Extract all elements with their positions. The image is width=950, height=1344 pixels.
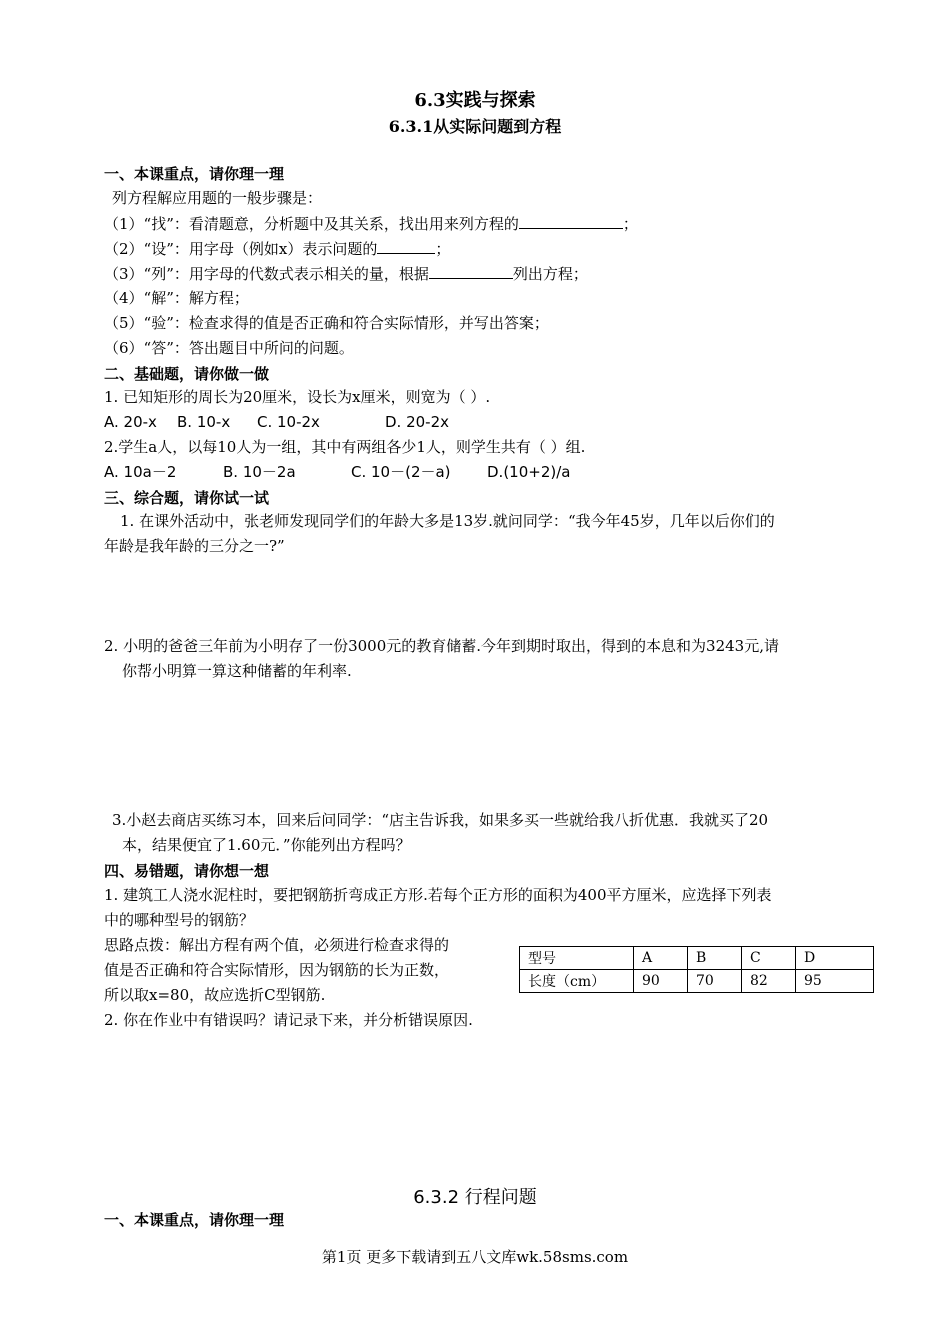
- table-row: [520, 947, 874, 970]
- step-5: （5）“验”：检查求得的值是否正确和符合实际情形，并写出答案；: [104, 314, 549, 332]
- hint-line2: 值是否正确和符合实际情形，因为钢筋的长为正数，: [104, 961, 450, 979]
- section3-heading: 三、综合题，请你试一试: [104, 489, 270, 507]
- section1-heading: 一、本课重点，请你理一理: [104, 165, 285, 183]
- step-1: [104, 213, 638, 234]
- hint-line3: 所以取x=80，故应选折C型钢筋.: [104, 986, 326, 1004]
- fill-blank[interactable]: [377, 238, 435, 254]
- section1-intro: 列方程解应用题的一般步骤是：: [112, 189, 323, 207]
- hint-line1: 思路点拨：解出方程有两个值，必须进行检查求得的: [104, 936, 450, 954]
- table-cell: 82: [742, 970, 796, 993]
- table-cell: 型号: [520, 947, 634, 970]
- step-1-text: （1）“找”：看清题意，分析题中及其关系，找出用来列方程的: [104, 215, 519, 233]
- step-2-text: （2）“设”：用字母（例如x）表示问题的: [104, 240, 378, 258]
- fill-blank[interactable]: [519, 213, 623, 229]
- step-2-end: ；: [435, 240, 451, 258]
- step-3-text: （3）“列”：用字母的代数式表示相关的量，根据: [104, 265, 429, 283]
- table-cell: C: [742, 947, 796, 970]
- basic-q1: 1. 已知矩形的周长为20厘米，设长为x厘米，则宽为（ ）.: [104, 388, 491, 406]
- table-row: [520, 970, 874, 993]
- table-cell: 70: [688, 970, 742, 993]
- comp-q2-line2: 你帮小明算一算这种储蓄的年利率.: [122, 662, 352, 680]
- comp-q2-line1: 2. 小明的爸爸三年前为小明存了一份3000元的教育储蓄.今年到期时取出，得到的本息和为3243元,请: [104, 637, 779, 655]
- basic-q2-option-d: D.(10+2)/a: [487, 463, 571, 481]
- table-cell: D: [796, 947, 874, 970]
- table-cell: B: [688, 947, 742, 970]
- basic-q2-option-c: C. 10－(2－a): [351, 463, 451, 481]
- basic-q1-option-d: D. 20-2x: [385, 413, 450, 431]
- section4-heading: 四、易错题，请你想一想: [104, 862, 270, 880]
- step-4: （4）“解”：解方程；: [104, 289, 249, 307]
- error-q1-line1: 1. 建筑工人浇水泥柱时，要把钢筋折弯成正方形.若每个正方形的面积为400平方厘米，应选择下列表: [104, 886, 772, 904]
- table-cell: 长度（cm）: [520, 970, 634, 993]
- step-2: [104, 238, 450, 259]
- basic-q2-option-a: A. 10a－2: [104, 463, 177, 481]
- basic-q1-option-a: A. 20-x: [104, 413, 157, 431]
- step-3: [104, 263, 588, 284]
- basic-q2: 2.学生a人，以每10人为一组，其中有两组各少1人，则学生共有（ ）组.: [104, 438, 586, 456]
- step-6: （6）“答”：答出题目中所问的问题。: [104, 339, 354, 357]
- error-q1-line2: 中的哪种型号的钢筋？: [104, 911, 255, 929]
- step-1-end: ；: [622, 215, 638, 233]
- page-footer: 第1页 更多下载请到五八文库wk.58sms.com: [321, 1248, 629, 1266]
- comp-q1-line2: 年龄是我年龄的三分之一?”: [104, 537, 285, 555]
- basic-q1-option-c: C. 10-2x: [257, 413, 320, 431]
- table-cell: A: [634, 947, 688, 970]
- comp-q3-line2: 本，结果便宜了1.60元．”你能列出方程吗？: [122, 836, 411, 854]
- step-3-end: 列出方程；: [512, 265, 588, 283]
- section2-heading: 二、基础题，请你做一做: [104, 365, 270, 383]
- table-cell: 90: [634, 970, 688, 993]
- page-title: 6.3实践与探索: [414, 90, 536, 111]
- next-section-heading: 一、本课重点，请你理一理: [104, 1211, 285, 1229]
- fill-blank[interactable]: [429, 263, 513, 279]
- rebar-spec-table: [519, 946, 874, 993]
- basic-q2-option-b: B. 10－2a: [223, 463, 296, 481]
- comp-q1-line1: 1. 在课外活动中，张老师发现同学们的年龄大多是13岁.就问同学：“我今年45岁，几年以后你们的: [120, 512, 775, 530]
- basic-q1-option-b: B. 10-x: [177, 413, 231, 431]
- table-cell: 95: [796, 970, 874, 993]
- comp-q3-line1: 3.小赵去商店买练习本，回来后问同学：“店主告诉我，如果多买一些就给我八折优惠．我就买了20: [112, 811, 769, 829]
- next-section-title: 6.3.2 行程问题: [413, 1187, 537, 1208]
- page-subtitle: 6.3.1从实际问题到方程: [388, 117, 562, 136]
- error-q2: 2. 你在作业中有错误吗？请记录下来，并分析错误原因.: [104, 1011, 473, 1029]
